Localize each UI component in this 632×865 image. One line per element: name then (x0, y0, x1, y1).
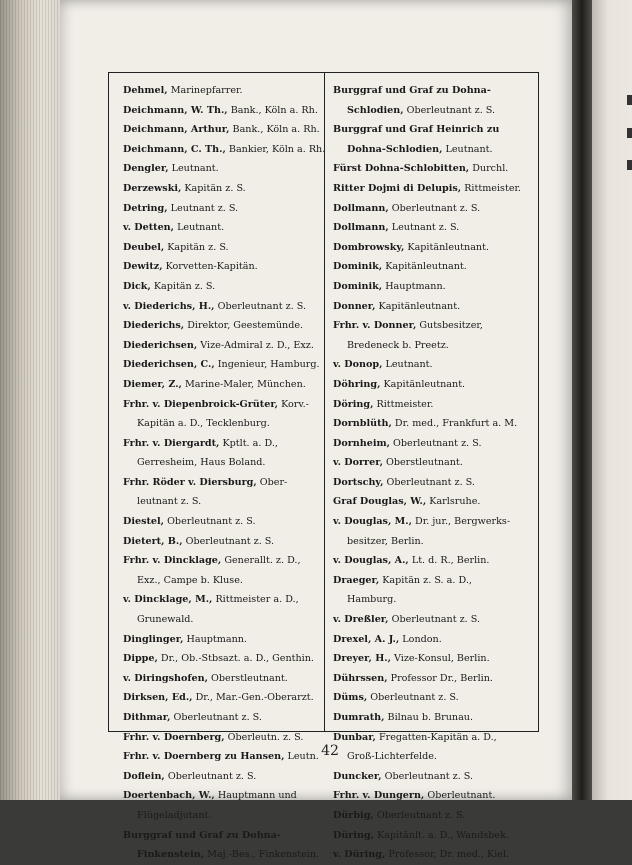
register-entry-line (123, 179, 329, 199)
register-entry-line (333, 140, 533, 160)
entry-description: Kapitän z. S. (167, 241, 229, 253)
entry-name: Diemer, Z., (123, 378, 182, 390)
entry-description: Ober- (259, 476, 288, 488)
entry-description: Flügeladjutant. (137, 809, 212, 821)
entry-name: Döhring, (333, 378, 381, 390)
entry-name: Fürst Dohna-Schlobitten, (333, 163, 470, 175)
facing-page-mark (627, 95, 632, 105)
entry-name: Düms, (333, 692, 368, 704)
entry-name: Deichmann, C. Th., (123, 143, 226, 155)
register-entry-line (333, 101, 533, 121)
entry-name: v. Douglas, M., (333, 516, 412, 528)
entry-description: Oberleutnant z. S. (384, 770, 474, 782)
entry-name: Duncker, (333, 770, 382, 782)
entry-description: Lt. d. R., Berlin. (411, 555, 490, 567)
register-entry-line (333, 257, 533, 277)
entry-description: Oberleutnant z. S. (393, 437, 482, 449)
entry-description: Maj.-Bes., Finkenstein. (207, 849, 320, 861)
entry-description: Bankier, Köln a. Rh. (228, 143, 326, 155)
entry-description: Dr. med., Frankfurt a. M. (394, 418, 518, 430)
register-entry-line (333, 492, 533, 512)
entry-description: Dr., Mar.-Gen.-Oberarzt. (195, 692, 314, 704)
register-entry-line (123, 708, 329, 728)
entry-name: Dengler, (123, 163, 169, 175)
entry-name: Dortschy, (333, 476, 384, 488)
register-entry-line (123, 199, 329, 219)
entry-description: Kapitän z. S. a. D., (382, 574, 472, 586)
entry-description: Gutsbesitzer, (419, 320, 483, 332)
entry-description: Oberleutnant. (427, 790, 496, 802)
entry-description: Leutnant. (171, 163, 219, 175)
register-entry-line (333, 767, 533, 787)
entry-name: v. Douglas, A., (333, 555, 409, 567)
entry-name: v. Dreßler, (333, 614, 389, 626)
entry-name: Dührssen, (333, 672, 388, 684)
entry-name: Dehmel, (123, 85, 168, 96)
facing-page-edge (592, 0, 632, 800)
entry-name: Dollmann, (333, 202, 389, 214)
entry-name: Deichmann, Arthur, (123, 124, 230, 136)
register-entry-line (123, 532, 329, 552)
register-entry-line (333, 728, 533, 748)
entry-description: Korvetten-Kapitän. (165, 261, 258, 273)
register-entry-line (333, 375, 533, 395)
entry-description: Dr. jur., Bergwerks- (415, 516, 511, 528)
register-entry-line (123, 316, 329, 336)
register-entry-line (333, 590, 533, 610)
entry-name: v. Diringshofen, (123, 672, 208, 684)
entry-name: Dürbig, (333, 809, 374, 821)
left-column (123, 81, 329, 865)
register-entry-line (333, 688, 533, 708)
entry-description: Bredeneck b. Preetz. (347, 339, 449, 351)
entry-name: Frhr. v. Doernberg, (123, 731, 225, 743)
entry-description: Dr., Ob.-Stbsazt. a. D., Genthin. (160, 653, 314, 665)
entry-name: Burggraf und Graf zu Dohna- (333, 85, 491, 96)
register-entry-line (333, 179, 533, 199)
entry-name: Drexel, A. J., (333, 633, 400, 645)
entry-name: Dietert, B., (123, 535, 183, 547)
entry-name: Diederichsen, C., (123, 359, 215, 371)
entry-description: Kapitänlt. a. D., Wandsbek. (377, 829, 509, 841)
entry-name: Ritter Dojmi di Delupis, (333, 182, 462, 194)
entry-description: Direktor, Geestemünde. (187, 320, 304, 332)
entry-description: Oberstleutnant. (211, 672, 288, 684)
entry-description: Rittmeister a. D., (215, 594, 299, 606)
register-entry-line (333, 512, 533, 532)
register-entry-line (123, 551, 329, 571)
entry-name: Doflein, (123, 770, 165, 782)
entry-name: Frhr. v. Dungern, (333, 790, 425, 802)
register-entry-line (333, 826, 533, 846)
entry-description: Professor Dr., Berlin. (390, 672, 493, 684)
register-entry-line (333, 297, 533, 317)
entry-description: London. (402, 633, 442, 645)
entry-name: Frhr. v. Donner, (333, 320, 417, 332)
book-spine (572, 0, 594, 800)
register-entry-line (123, 669, 329, 689)
entry-description: Oberleutnant z. S. (406, 104, 496, 116)
entry-name: Diestel, (123, 516, 164, 528)
entry-name: Dirksen, Ed., (123, 692, 193, 704)
register-entry-line (123, 101, 329, 121)
register-entry-line (333, 845, 533, 865)
entry-description: Kptlt. a. D., (222, 437, 278, 449)
register-entry-line (123, 257, 329, 277)
entry-name: Frhr. v. Diepenbroick-Grüter, (123, 398, 279, 410)
entry-description: Fregatten-Kapitän a. D., (378, 731, 497, 743)
register-entry-line (123, 590, 329, 610)
entry-name: v. Diederichs, H., (123, 300, 215, 312)
register-entry-line (333, 806, 533, 826)
register-entry-line (333, 786, 533, 806)
entry-name: v. Donop, (333, 359, 383, 371)
entry-description: Hamburg. (347, 594, 397, 606)
register-entry-line (123, 453, 329, 473)
entry-description: Oberleutnant z. S. (376, 809, 466, 821)
register-entry-line (333, 669, 533, 689)
register-entry-line (333, 747, 533, 767)
entry-description: Bank., Köln a. Rh. (232, 124, 320, 136)
entry-name: Graf Douglas, W., (333, 496, 427, 508)
entry-name: Schlodien, (347, 104, 404, 116)
register-entry-line (333, 708, 533, 728)
entry-description: Generallt. z. D., (224, 555, 301, 567)
register-entry-line (123, 747, 329, 767)
register-entry-line (123, 826, 329, 846)
entry-description: Kapitänleutnant. (385, 261, 467, 273)
register-entry-line (333, 630, 533, 650)
register-entry-line (123, 571, 329, 591)
right-column (333, 81, 533, 865)
entry-name: Diederichs, (123, 320, 185, 332)
register-entry-line (333, 551, 533, 571)
entry-name: Döring, (333, 398, 374, 410)
register-entry-line (123, 512, 329, 532)
entry-description: Professor, Dr. med., Kiel. (388, 849, 510, 861)
register-entry-line (333, 434, 533, 454)
register-entry-line (123, 610, 329, 630)
entry-name: Deichmann, W. Th., (123, 104, 228, 116)
entry-name: Burggraf und Graf Heinrich zu (333, 124, 500, 136)
entry-description: Durchl. (472, 163, 509, 175)
entry-name: Dewitz, (123, 261, 163, 273)
register-entry-line (123, 649, 329, 669)
register-entry-line (333, 473, 533, 493)
entry-description: Oberleutnant z. S. (185, 535, 275, 547)
register-entry-line (333, 218, 533, 238)
entry-name: Dippe, (123, 653, 158, 665)
register-entry-line (333, 199, 533, 219)
entry-name: Dornheim, (333, 437, 390, 449)
register-entry-line (123, 395, 329, 415)
register-entry-line (333, 414, 533, 434)
entry-name: Dollmann, (333, 222, 389, 234)
register-entry-line (333, 395, 533, 415)
entry-name: Diederichsen, (123, 339, 198, 351)
register-entry-line (123, 630, 329, 650)
entry-name: Frhr. v. Doernberg zu Hansen, (123, 751, 285, 763)
facing-page-mark (627, 128, 632, 138)
page-number: 42 (321, 743, 339, 759)
register-entry-line (333, 453, 533, 473)
entry-description: Kapitänleutnant. (407, 241, 490, 253)
register-entry-line (123, 218, 329, 238)
register-entry-line (123, 336, 329, 356)
entry-description: Oberleutnant z. S. (167, 770, 257, 782)
register-entry-line (333, 532, 533, 552)
entry-name: Frhr. v. Dincklage, (123, 555, 222, 567)
entry-name: Finkenstein, (137, 849, 205, 861)
entry-name: Donner, (333, 300, 376, 312)
entry-name: Dornblüth, (333, 418, 392, 430)
entry-description: Hauptmann. (385, 280, 446, 292)
register-entry-line (333, 120, 533, 140)
entry-description: leutnant z. S. (137, 496, 202, 508)
register-entry-line (123, 845, 329, 865)
entry-name: Deubel, (123, 241, 165, 253)
register-entry-line (333, 355, 533, 375)
entry-description: Ingenieur, Hamburg. (217, 359, 320, 371)
entry-name: v. Detten, (123, 222, 174, 234)
entry-description: Groß-Lichterfelde. (347, 751, 437, 763)
entry-name: v. Dincklage, M., (123, 594, 213, 606)
entry-name: Dithmar, (123, 712, 171, 723)
entry-description: Bank., Köln a. Rh. (230, 104, 318, 116)
entry-description: Leutnant z. S. (391, 222, 460, 234)
entry-name: Frhr. Röder v. Diersburg, (123, 476, 257, 488)
entry-description: Vize-Admiral z. D., Exz. (200, 339, 314, 351)
entry-description: Oberleutnant z. S. (173, 712, 262, 723)
entry-name: Derzewski, (123, 182, 182, 194)
entry-description: Kapitän a. D., Tecklenburg. (137, 418, 270, 430)
register-entry-line (123, 806, 329, 826)
entry-description: Oberleutnant z. S. (391, 202, 481, 214)
register-entry-line (333, 571, 533, 591)
entry-name: Dinglinger, (123, 633, 184, 645)
entry-name: Dominik, (333, 280, 383, 292)
entry-description: Kapitän z. S. (153, 280, 216, 292)
entry-description: Oberleutnant z. S. (391, 614, 481, 626)
entry-description: besitzer, Berlin. (347, 535, 424, 547)
entry-description: Bilnau b. Brunau. (387, 712, 474, 723)
register-entry-line (123, 492, 329, 512)
entry-name: Dreyer, H., (333, 653, 391, 665)
entry-description: Korv.- (281, 398, 309, 410)
entry-description: Leutnant. (177, 222, 225, 234)
register-entry-line (333, 316, 533, 336)
entry-description: Marine-Maler, München. (184, 378, 306, 390)
register-entry-line (333, 81, 533, 101)
entry-description: Rittmeister. (376, 398, 434, 410)
entry-name: v. Dorrer, (333, 457, 383, 469)
register-entry-line (123, 355, 329, 375)
register-entry-line (123, 414, 329, 434)
entry-description: Hauptmann. (186, 633, 247, 645)
register-entry-line (123, 688, 329, 708)
register-entry-line (123, 473, 329, 493)
register-entry-line (333, 649, 533, 669)
entry-name: Frhr. v. Diergardt, (123, 437, 220, 449)
register-entry-line (123, 767, 329, 787)
entry-name: Dick, (123, 280, 151, 292)
register-entry-line (123, 277, 329, 297)
register-entry-line (123, 786, 329, 806)
entry-description: Gerresheim, Haus Boland. (137, 457, 266, 469)
register-entry-line (333, 238, 533, 258)
entry-description: Leutnant. (445, 143, 493, 155)
entry-name: Dunbar, (333, 731, 376, 743)
entry-description: Kapitän z. S. (184, 182, 246, 194)
entry-name: Dombrowsky, (333, 241, 405, 253)
register-entry-line (123, 238, 329, 258)
register-entry-line (123, 120, 329, 140)
entry-name: v. Düring, (333, 849, 386, 861)
entry-name: Doertenbach, W., (123, 790, 215, 802)
facing-page-mark (627, 160, 632, 170)
register-entry-line (333, 277, 533, 297)
entry-description: Leutn. (287, 751, 319, 763)
register-entry-line (123, 297, 329, 317)
entry-name: Dominik, (333, 261, 383, 273)
register-entry-line (123, 159, 329, 179)
register-entry-line (123, 81, 329, 101)
entry-description: Leutnant. (385, 359, 433, 371)
entry-description: Hauptmann und (217, 790, 297, 802)
register-entry-line (123, 434, 329, 454)
entry-description: Oberleutnant z. S. (217, 300, 307, 312)
entry-description: Oberleutn. z. S. (227, 731, 304, 743)
entry-name: Düring, (333, 829, 375, 841)
entry-description: Kapitänleutnant. (383, 378, 466, 390)
entry-description: Oberleutnant z. S. (167, 516, 256, 528)
register-entry-line (123, 140, 329, 160)
entry-description: Exz., Campe b. Kluse. (137, 574, 243, 586)
register-entry-line (123, 728, 329, 748)
entry-description: Karlsruhe. (429, 496, 481, 508)
entry-description: Leutnant z. S. (170, 202, 239, 214)
entry-description: Oberstleutnant. (385, 457, 463, 469)
entry-description: Oberleutnant z. S. (370, 692, 459, 704)
entry-name: Dumrath, (333, 712, 385, 723)
entry-description: Kapitänleutnant. (378, 300, 461, 312)
register-entry-line (333, 610, 533, 630)
entry-name: Draeger, (333, 574, 380, 586)
register-entry-line (333, 336, 533, 356)
entry-description: Marinepfarrer. (170, 85, 243, 96)
entry-name: Detring, (123, 202, 168, 214)
entry-description: Vize-Konsul, Berlin. (394, 653, 490, 665)
register-entry-line (123, 375, 329, 395)
entry-description: Grunewald. (137, 614, 194, 626)
entry-name: Dohna-Schlodien, (347, 143, 443, 155)
entry-description: Oberleutnant z. S. (386, 476, 475, 488)
entry-name: Burggraf und Graf zu Dohna- (123, 829, 281, 841)
register-entry-line (333, 159, 533, 179)
entry-description: Rittmeister. (464, 182, 522, 194)
